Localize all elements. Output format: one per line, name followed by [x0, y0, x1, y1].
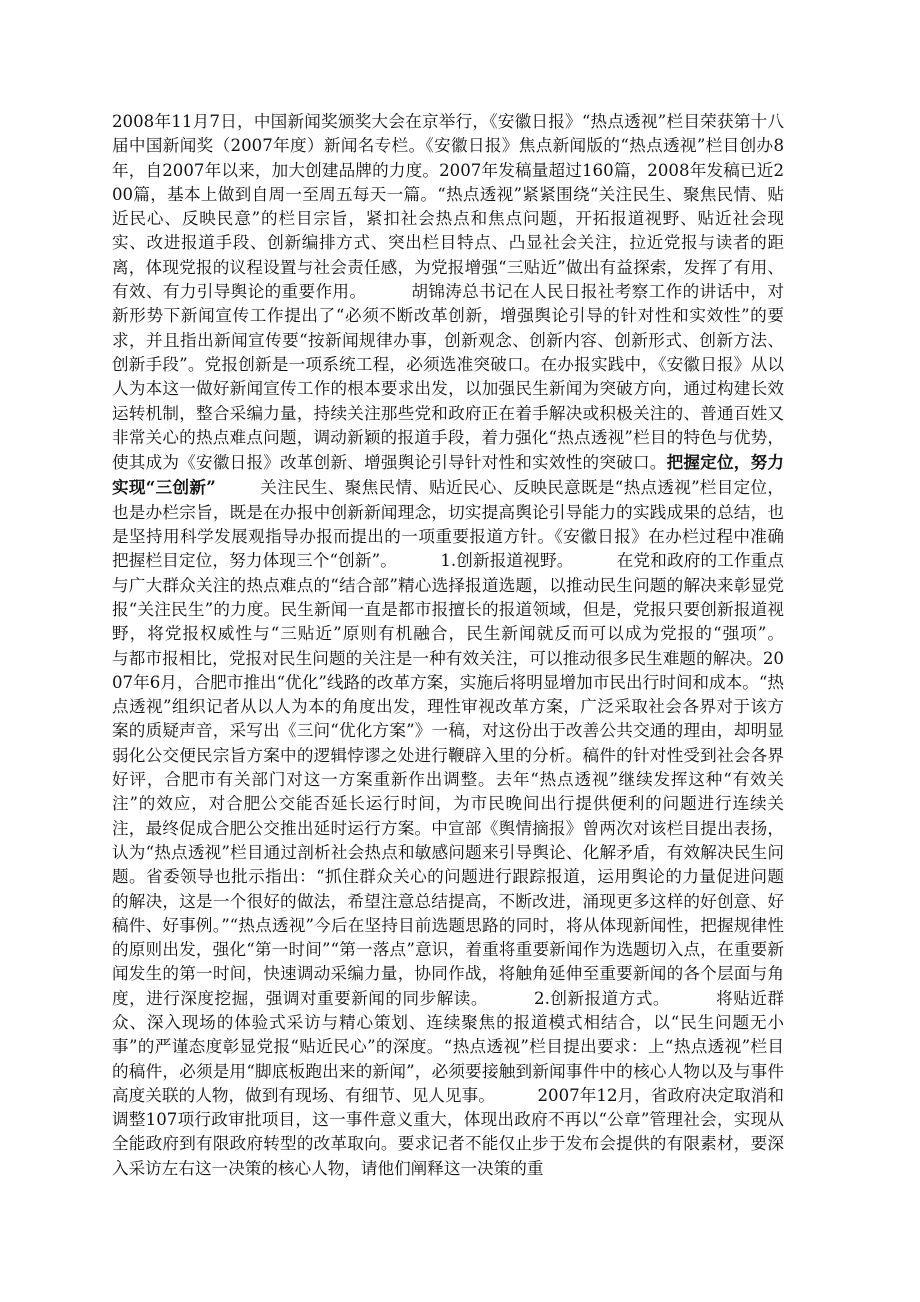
body-text-part-1: 2008年11月7日，中国新闻奖颁奖大会在京举行，《安徽日报》“热点透视”栏目荣获第十八届中国新闻奖（2007年度）新闻名专栏。《安徽日报》焦点新闻版的“热点透视”栏目创办8年，自2007年以来，加大创建品牌的力度。2007年发稿量超过160篇，2008年发稿已近200篇，基本上做到自周一至周五每天一篇。“热点透视”紧紧围绕“关注民生、聚焦民情、贴近民心、反映民意”的栏目宗旨，紧扣社会热点和焦点问题，开拓报道视野、贴近社会现实、改进报道手段、创新编排方式、突出栏目特点、凸显社会关注，拉近党报与读者的距离，体现党报的议程设置与社会责任感，为党报增强“三贴近”做出有益探索，发挥了有用、有效、有力引导舆论的重要作用。 胡锦涛总书记在人民日报社考察工作的讲话中，对新形势下新闻宣传工作提出了“必须不断改革创新，增强舆论引导的针对性和实效性”的要求，并且指出新闻宣传要“按新闻规律办事，创新观念、创新内容、创新形式、创新方法、创新手段”。党报创新是一项系统工程，必须选准突破口。在办报实践中，《安徽日报》从以人为本这一做好新闻宣传工作的根本要求出发，以加强民生新闻为突破方向，通过构建长效运转机制，整合采编力量，持续关注那些党和政府正在着手解决或积极关注的、普通百姓又非常关心的热点难点问题，调动新颖的报道手段，着力强化“热点透视”栏目的特色与优势，使其成为《安徽日报》改革创新、增强舆论引导针对性和实效性的突破口。: [112, 112, 784, 473]
document-page: [112, 110, 827, 1181]
body-paragraph: [112, 110, 827, 1181]
section-heading-bold: 把握定位，努力实现“三创新”: [112, 452, 785, 498]
body-text-part-2: 关注民生、聚焦民情、贴近民心、反映民意既是“热点透视”栏目定位，也是办栏宗旨，既是在办报中创新新闻理念，切实提高舆论引导能力的实践成果的总结，也是坚持用科学发展观指导办报而提出的一项重要报道方针。《安徽日报》在办栏过程中准确把握栏目定位，努力体现三个“创新”。 1.创新报道视野。 在党和政府的工作重点与广大群众关注的热点难点的“结合部”精心选择报道选题，以推动民生问题的解决来彰显党报“关注民生”的力度。民生新闻一直是都市报擅长的报道领域，但是，党报只要创新报道视野，将党报权威性与“三贴近”原则有机融合，民生新闻就反而可以成为党报的“强项”。 与都市报相比，党报对民生问题的关注是一种有效关注，可以推动很多民生难题的解决。2007年6月，合肥市推出“优化”线路的改革方案，实施后将明显增加市民出行时间和成本。“热点透视”组织记者从以人为本的角度出发，理性审视改革方案，广泛采取社会各界对于该方案的质疑声音，采写出《三问“优化方案”》一稿，对这份出于改善公共交通的理由，却明显弱化公交便民宗旨方案中的逻辑悖谬之处进行鞭辟入里的分析。稿件的针对性受到社会各界好评，合肥市有关部门对这一方案重新作出调整。去年“热点透视”继续发挥这种“有效关注”的效应，对合肥公交能否延长运行时间，为市民晚间出行提供便利的问题进行连续关注，最终促成合肥公交推出延时运行方案。中宣部《舆情摘报》曾两次对该栏目提出表扬，认为“热点透视”栏目通过剖析社会热点和敏感问题来引导舆论、化解矛盾，有效解决民生问题。省委领导也批示指出：“抓住群众关心的问题进行跟踪报道，运用舆论的力量促进问题的解决，这是一个很好的做法，希望注意总结提高，不断改进，涌现更多这样的好创意、好稿件、好事例。”“热点透视”今后在坚持目前选题思路的同时，将从体现新闻性，把握规律性的原则出发，强化“第一时间”“第一落点”意识，着重将重要新闻作为选题切入点，在重要新闻发生的第一时间，快速调动采编力量，协同作战，将触角延伸至重要新闻的各个层面与角度，进行深度挖掘，强调对重要新闻的同步解读。 2.创新报道方式。 将贴近群众、深入现场的体验式采访与精心策划、连续聚焦的报道模式相结合，以“民生问题无小事”的严谨态度彰显党报“贴近民心”的深度。“热点透视”栏目提出要求：上“热点透视”栏目的稿件，必须是用“脚底板跑出来的新闻”，必须要接触到新闻事件中的核心人物以及与事件高度关联的人物，做到有现场、有细节、见人见事。 2007年12月，省政府决定取消和调整107项行政审批项目，这一事件意义重大，体现出政府不再以“公章”管理社会，实现从全能政府到有限政府转型的改革取向。要求记者不能仅止步于发布会提供的有限素材，要深入采访左右这一决策的核心人物，请他们阐释这一决策的重: [112, 478, 827, 1178]
